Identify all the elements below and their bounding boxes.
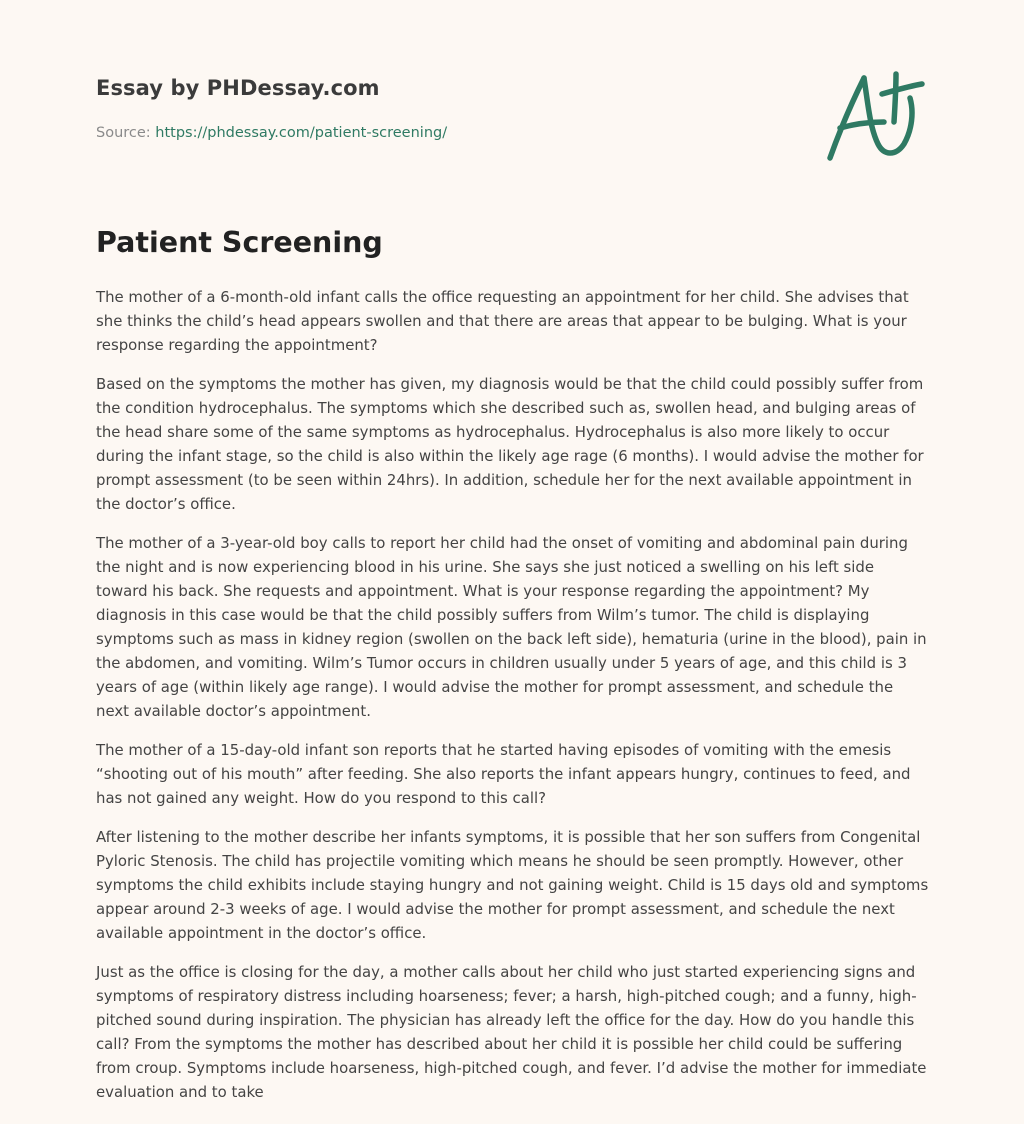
source-label: Source:	[96, 125, 151, 141]
essay-paragraph: The mother of a 6-month-old infant calls the office requesting an appointment for her child. She advises that she thinks the child’s head appears swollen and that there are areas that appear to be bulging. What is your response regarding the appointment?	[96, 288, 909, 354]
source-link[interactable]: https://phdessay.com/patient-screening/	[155, 125, 448, 141]
essay-paragraph: After listening to the mother describe her infants symptoms, it is possible that her son suffers from Congenital Pyloric Stenosis. The child has projectile vomiting which means he should be seen promptly. However, other symptoms the child exhibits include staying hungry and not gaining weight. Child is 15 days old and symptoms appear around 2-3 weeks of age. I would advise the mother for prompt assessment, and schedule the next available appointment in the doctor’s office.	[96, 828, 929, 942]
essay-paragraph: The mother of a 3-year-old boy calls to report her child had the onset of vomiting and abdominal pain during the night and is now experiencing blood in his urine. She says she just noticed a swelling on his left side toward his back. She requests and appointment. What is your response regarding the appointment? My diagnosis in this case would be that the child possibly suffers from Wilm’s tumor. The child is displaying symptoms such as mass in kidney region (swollen on the back left side), hematuria (urine in the blood), pain in the abdomen, and vomiting. Wilm’s Tumor occurs in children usually under 5 years of age, and this child is 3 years of age (within likely age range). I would advise the mother for prompt assessment, and schedule the next available doctor’s appointment.	[96, 534, 927, 720]
essay-body	[96, 285, 930, 1119]
source-line	[96, 125, 447, 141]
a-plus-logo-icon	[824, 66, 928, 166]
essay-title: Patient Screening	[96, 226, 383, 259]
essay-paragraph: Based on the symptoms the mother has given, my diagnosis would be that the child could possibly suffer from the condition hydrocephalus. The symptoms which she described such as, swollen head, and bulging areas of the head share some of the same symptoms as hydrocephalus. Hydrocephalus is also more likely to occur during the infant stage, so the child is also within the likely age rage (6 months). I would advise the mother for prompt assessment (to be seen within 24hrs). In addition, schedule her for the next available appointment in the doctor’s office.	[96, 375, 924, 513]
essay-paragraph: Just as the office is closing for the day, a mother calls about her child who just started experiencing signs and symptoms of respiratory distress including hoarseness; fever; a harsh, high-pitched cough; and a funny, high-pitched sound during inspiration. The physician has already left the office for the day. How do you handle this call? From the symptoms the mother has described about her child it is possible her child could be suffering from croup. Symptoms include hoarseness, high-pitched cough, and fever. I’d advise the mother for immediate evaluation and to take	[96, 963, 927, 1101]
essay-paragraph: The mother of a 15-day-old infant son reports that he started having episodes of vomiting with the emesis “shooting out of his mouth” after feeding. She also reports the infant appears hungry, continues to feed, and has not gained any weight. How do you respond to this call?	[96, 741, 911, 807]
site-brand: Essay by PHDessay.com	[96, 76, 380, 100]
